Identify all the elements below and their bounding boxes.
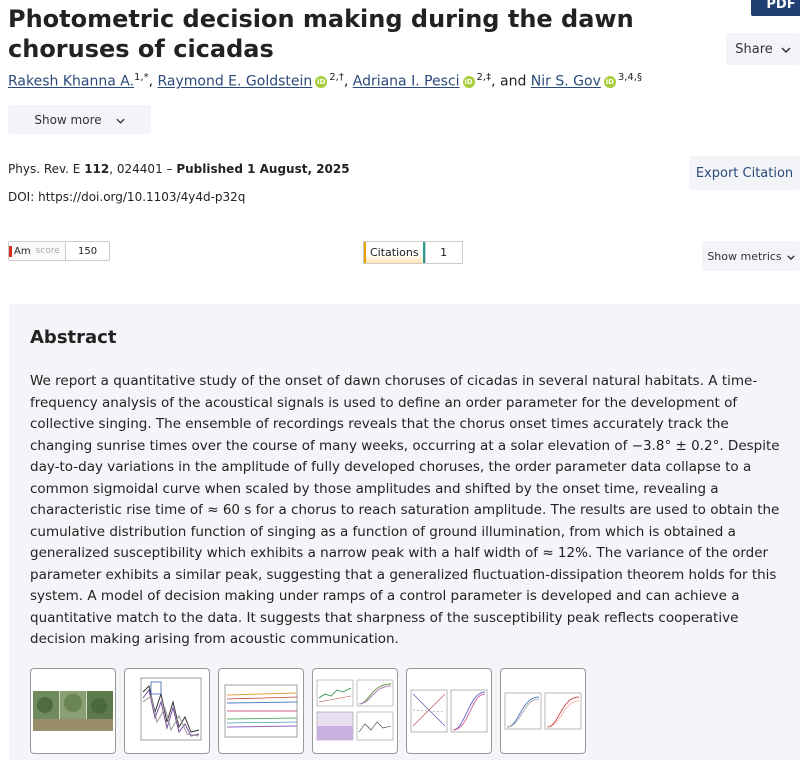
altmetric-score-label: score bbox=[35, 246, 60, 256]
orcid-icon[interactable]: iD bbox=[605, 77, 614, 86]
share-button[interactable] bbox=[726, 33, 800, 65]
figure-thumbnails bbox=[30, 668, 586, 754]
publish-date: Published 1 August, 2025 bbox=[176, 162, 350, 176]
journal-pages: , 024401 – bbox=[109, 162, 177, 176]
figure-2-thumbnail[interactable] bbox=[124, 668, 210, 754]
chevron-down-icon bbox=[116, 113, 125, 127]
figure-3-thumbnail[interactable] bbox=[218, 668, 304, 754]
author-link[interactable]: Adriana I. Pesci bbox=[352, 73, 460, 90]
author-link[interactable]: Rakesh Khanna A. bbox=[8, 73, 135, 90]
author-link[interactable]: Raymond E. Goldstein bbox=[157, 73, 313, 90]
export-citation-button[interactable]: Export Citation bbox=[689, 156, 800, 190]
chevron-down-icon bbox=[781, 42, 791, 57]
author-affiliation: 2,‡ bbox=[476, 72, 492, 83]
show-more-label: Show more bbox=[34, 112, 102, 127]
figure-6-thumbnail[interactable] bbox=[500, 668, 586, 754]
author-link[interactable]: Nir S. Gov bbox=[530, 73, 601, 90]
doi-text[interactable]: DOI: https://doi.org/10.1103/4y4d-p32q bbox=[8, 190, 246, 204]
share-label: Share bbox=[735, 41, 773, 57]
figure-5-thumbnail[interactable] bbox=[406, 668, 492, 754]
altmetric-am: Am bbox=[9, 246, 33, 257]
abstract-section bbox=[9, 304, 800, 760]
journal-name: Phys. Rev. E bbox=[8, 162, 85, 176]
journal-citation bbox=[8, 162, 350, 176]
orcid-icon[interactable]: iD bbox=[317, 77, 326, 86]
citations-badge[interactable] bbox=[363, 241, 463, 264]
author-affiliation: 1,* bbox=[134, 72, 149, 83]
orcid-icon[interactable]: iD bbox=[464, 77, 473, 86]
article-title: Photometric decision making during the dawn choruses of cicadas bbox=[8, 5, 634, 63]
abstract-text: We report a quantitative study of the onset of dawn choruses of cicadas in several natural habitats. A time-frequency analysis of the acoustical signals is used to define an order parameter for the development of collective singing. The ensemble of recordings reveals that the chorus onset times accurately track the changing sunrise times over the course of many weeks, occurring at a solar elevation of −3.8° ± 0.2°. Despite day-to-day variations in the amplitude of fully developed choruses, the order parameter data collapse to a common sigmoidal curve when scaled by those amplitudes and shifted by the onset time, revealing a characteristic rise time of ≈ 60 s for a chorus to reach saturation amplitude. The results are used to obtain the cumulative distribution function of singing as a function of ground illumination, from which is obtained a generalized susceptibility which exhibits a narrow peak with a half width of ≈ 12%. The variance of the order parameter exhibits a similar peak, suggesting that a generalized fluctuation-dissipation theorem holds for this system. A model of decision making under ramps of a control parameter is developed and can achieve a quantitative match to the data. It suggests that sharpness of the susceptibility peak reflects cooperative decision making arising from acoustic communication. bbox=[30, 373, 780, 647]
figure-4-thumbnail[interactable] bbox=[312, 668, 398, 754]
show-metrics-button[interactable] bbox=[702, 241, 800, 271]
chevron-down-icon bbox=[787, 250, 795, 263]
altmetric-badge[interactable] bbox=[8, 241, 110, 261]
journal-volume: 112 bbox=[84, 162, 110, 176]
abstract-heading: Abstract bbox=[30, 327, 117, 348]
pdf-button[interactable]: PDF bbox=[751, 0, 800, 16]
citations-count: 1 bbox=[440, 246, 448, 259]
figure-1-thumbnail[interactable] bbox=[30, 668, 116, 754]
show-more-button[interactable] bbox=[8, 105, 151, 134]
author-affiliation: 3,4,§ bbox=[617, 72, 642, 83]
author-list: Rakesh Khanna A.$^{1,*}$, Raymond E. Goldstein iD $^{2,\dagger}$, Adriana I. Pesci iD $^{2,\ddagger}$, and Nir S. Gov iD $^{3,4,\S}$ bbox=[8, 72, 642, 90]
author-affiliation: 2,† bbox=[329, 72, 344, 83]
altmetric-logo bbox=[9, 242, 66, 260]
altmetric-score: 150 bbox=[78, 245, 98, 257]
citations-label: Citations bbox=[364, 242, 426, 263]
show-metrics-label: Show metrics bbox=[707, 249, 782, 263]
